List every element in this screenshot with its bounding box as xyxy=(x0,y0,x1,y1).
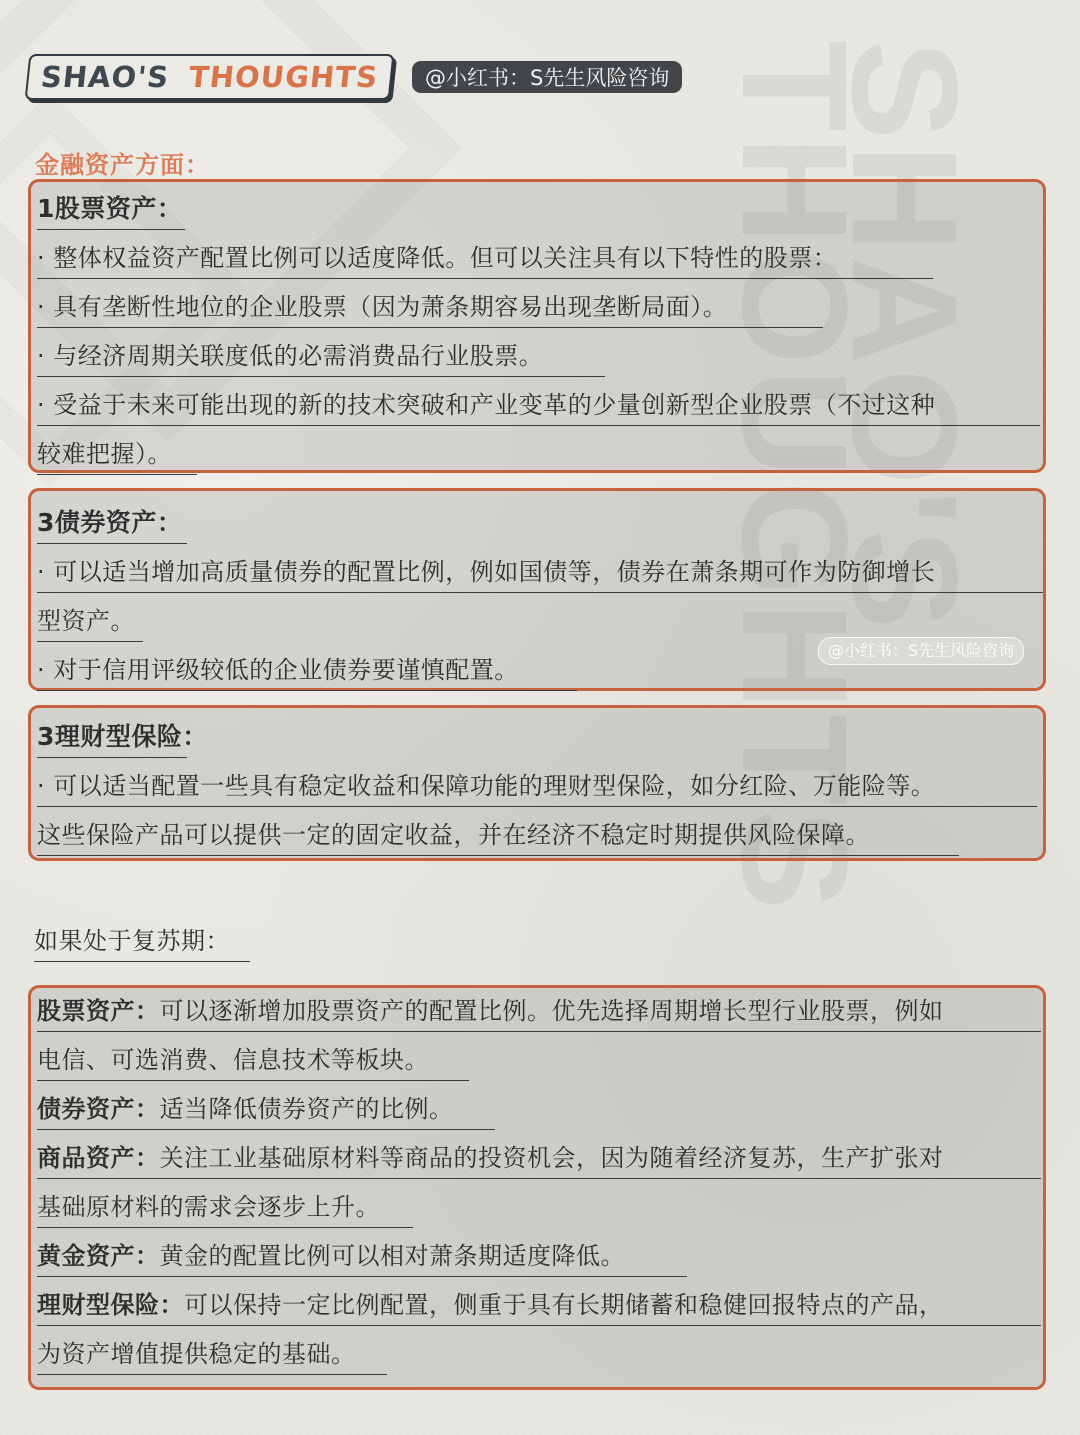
list-item: 较难把握）。 xyxy=(37,434,197,475)
watermark-handle: @小红书：S先生风险咨询 xyxy=(818,637,1024,665)
list-item xyxy=(37,1040,469,1081)
list-item: 这些保险产品可以提供一定的固定收益，并在经济不稳定时期提供风险保障。 xyxy=(37,815,959,856)
list-item xyxy=(37,1285,1041,1326)
item-text: 可以逐渐增加股票资产的配置比例。优先选择周期增长型行业股票，例如 xyxy=(159,997,944,1025)
stock-assets-panel xyxy=(28,179,1046,473)
background-watermark: SHAO'S THOUGHTS xyxy=(711,40,989,914)
list-item: · 整体权益资产配置比例可以适度降低。但可以关注具有以下特性的股票： xyxy=(37,238,933,279)
list-item xyxy=(37,1089,495,1130)
item-text: 黄金的配置比例可以相对萧条期适度降低。 xyxy=(159,1242,625,1270)
item-text: 电信、可选消费、信息技术等板块。 xyxy=(37,1046,429,1074)
list-item: · 与经济周期关联度低的必需消费品行业股票。 xyxy=(37,336,605,377)
item-text: 适当降低债券资产的比例。 xyxy=(159,1095,454,1123)
item-text: 可以保持一定比例配置，侧重于具有长期储蓄和稳健回报特点的产品， xyxy=(184,1291,944,1319)
item-label: 黄金资产： xyxy=(37,1242,160,1270)
section-heading: 金融资产方面： xyxy=(35,151,210,179)
item-label: 债券资产： xyxy=(37,1095,160,1123)
item-label: 股票资产： xyxy=(37,997,160,1025)
item-text: 关注工业基础原材料等商品的投资机会，因为随着经济复苏，生产扩张对 xyxy=(159,1144,944,1172)
item-text: 基础原材料的需求会逐步上升。 xyxy=(37,1193,380,1221)
list-item: · 可以适当配置一些具有稳定收益和保障功能的理财型保险，如分红险、万能险等。 xyxy=(37,766,1037,807)
list-item xyxy=(37,1236,687,1277)
list-item: · 对于信用评级较低的企业债券要谨慎配置。 xyxy=(37,650,577,691)
item-text: 为资产增值提供稳定的基础。 xyxy=(37,1340,356,1368)
list-item: · 可以适当增加高质量债券的配置比例，例如国债等，债券在萧条期可作为防御增长 xyxy=(37,552,1043,593)
item-label: 理财型保险： xyxy=(37,1291,184,1319)
list-item: · 具有垄断性地位的企业股票（因为萧条期容易出现垄断局面）。 xyxy=(37,287,823,328)
header xyxy=(27,53,682,101)
author-handle: @小红书：S先生风险咨询 xyxy=(412,61,682,93)
list-item: · 受益于未来可能出现的新的技术突破和产业变革的少量创新型企业股票（不过这种 xyxy=(37,385,1040,426)
panel-title: 3债券资产： xyxy=(37,503,187,544)
logo-word-shaos: SHAO'S xyxy=(39,60,171,94)
list-item: 型资产。 xyxy=(37,601,143,642)
logo xyxy=(25,54,395,100)
insurance-panel xyxy=(28,705,1046,861)
item-label: 商品资产： xyxy=(37,1144,160,1172)
panel-title: 3理财型保险： xyxy=(37,717,187,758)
recovery-heading: 如果处于复苏期： xyxy=(34,921,250,962)
recovery-panel xyxy=(28,985,1046,1390)
panel-title: 1股票资产： xyxy=(37,189,185,230)
list-item xyxy=(37,1138,1041,1179)
list-item xyxy=(37,991,1041,1032)
list-item xyxy=(37,1187,413,1228)
list-item xyxy=(37,1334,387,1375)
logo-word-thoughts: THOUGHTS xyxy=(187,60,380,94)
